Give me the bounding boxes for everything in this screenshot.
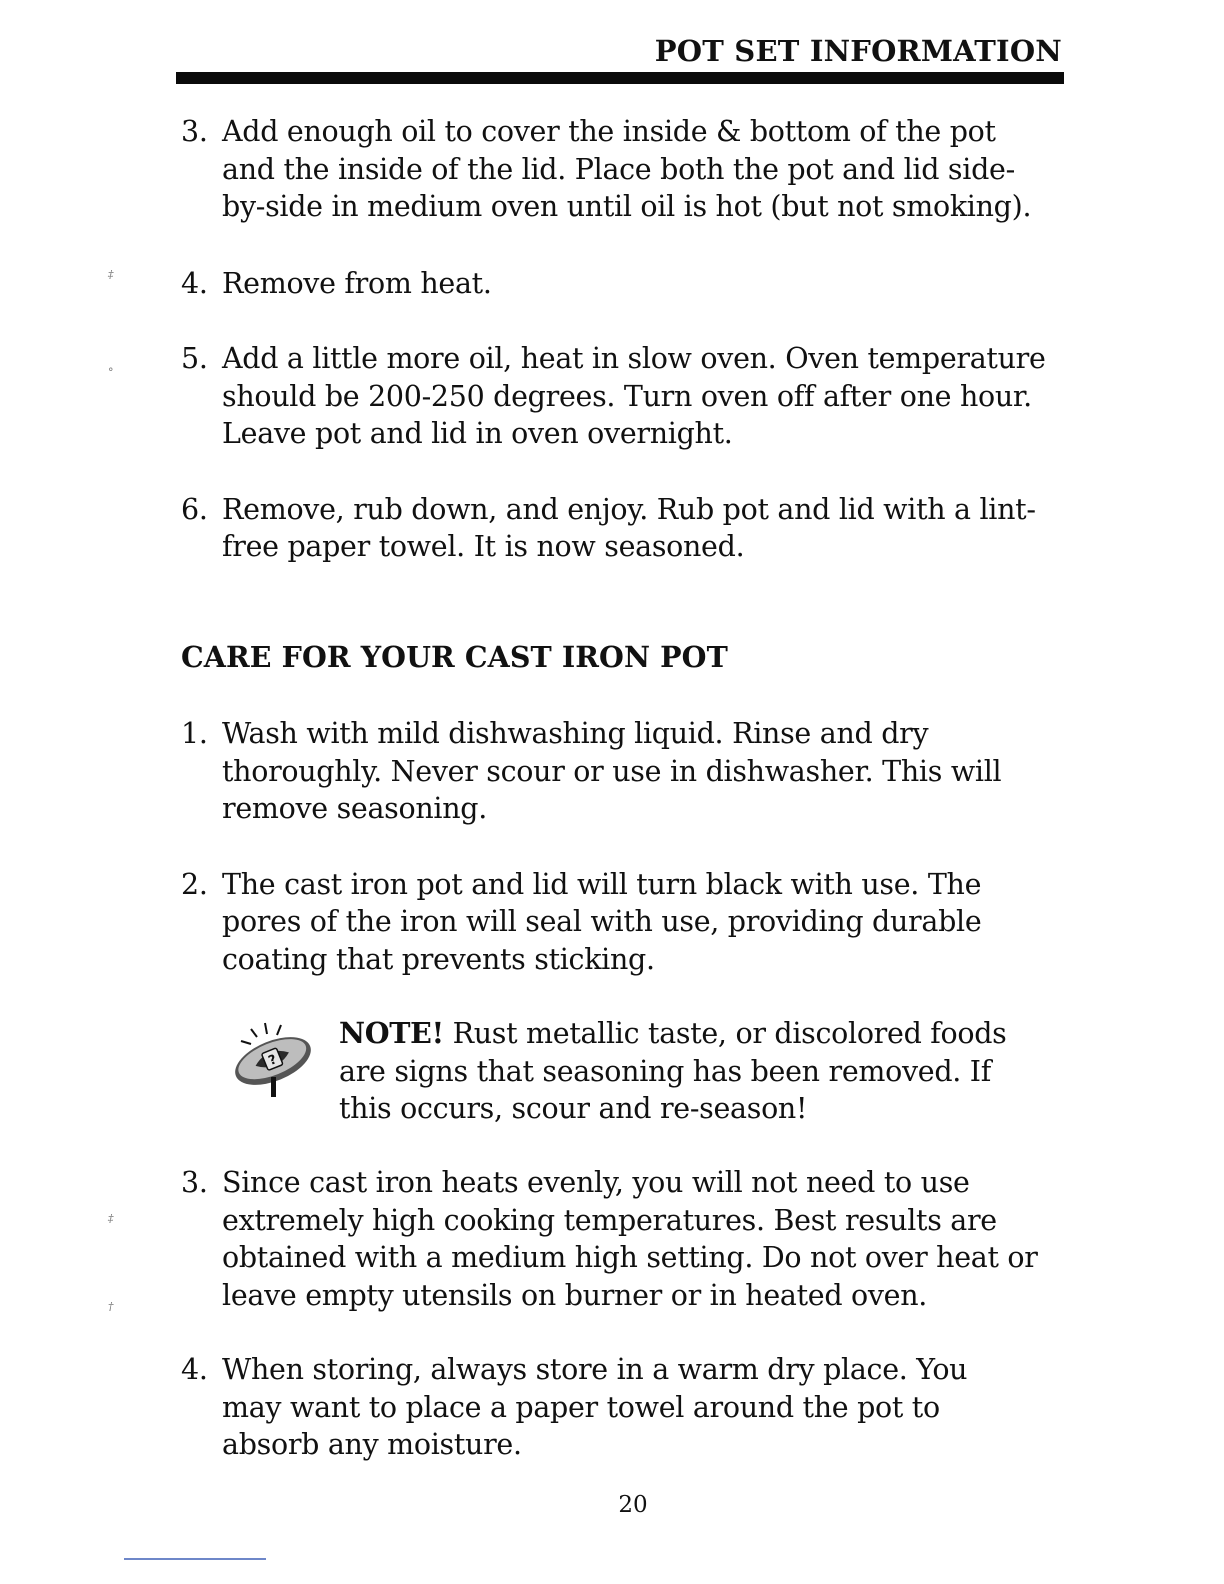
note-text [339, 1015, 1049, 1128]
note-label: NOTE! [339, 1016, 444, 1050]
list-item [181, 265, 1061, 303]
page-number: 20 [618, 1492, 648, 1518]
care-section-heading: CARE FOR YOUR CAST IRON POT [181, 640, 728, 674]
item-number: 3. [181, 115, 208, 148]
scan-mark: ° [108, 366, 114, 379]
page-header-title: POT SET INFORMATION [654, 34, 1062, 68]
list-item [181, 113, 1061, 226]
item-text: Add enough oil to cover the inside & bottom of the pot and the inside of the lid. Place both the pot and lid side-by-side in medium oven until oil is hot (but not smoking). [222, 115, 1032, 223]
seasoning-steps-list [181, 113, 1061, 566]
list-item [181, 1351, 1061, 1464]
list-item [181, 340, 1061, 453]
item-number: 5. [181, 342, 208, 375]
item-number: 3. [181, 1166, 208, 1199]
item-number: 2. [181, 867, 208, 901]
list-item [181, 866, 1061, 979]
care-list-bottom [181, 1164, 1061, 1464]
item-text: The cast iron pot and lid will turn black with use. The pores of the iron will seal with use, providing durable coating that prevents sticking. [222, 867, 982, 976]
item-text: Wash with mild dishwashing liquid. Rinse and dry thoroughly. Never scour or use in dishwasher. This will remove seasoning. [222, 717, 1002, 825]
note-body: Rust metallic taste, or discolored foods are signs that seasoning has been removed. If this occurs, scour and re-season! [339, 1017, 1007, 1125]
item-text: When storing, always store in a warm dry place. You may want to place a paper towel around the pot to absorb any moisture. [222, 1353, 968, 1461]
item-text: Add a little more oil, heat in slow oven. Oven temperature should be 200-250 degrees. Turn oven off after one hour. Leave pot and lid in oven overnight. [222, 342, 1046, 450]
list-item [181, 491, 1061, 566]
item-text: Remove from heat. [222, 266, 492, 300]
item-number: 6. [181, 492, 208, 526]
scan-mark: ‡ [108, 268, 114, 281]
scan-edge-line [124, 1558, 266, 1560]
note-sign-icon [227, 1019, 319, 1099]
item-text: Since cast iron heats evenly, you will not need to use extremely high cooking temperatures. Best results are obtained with a medium high setting. Do not over heat or leave empty utensils on burner or in heated oven. [222, 1166, 1038, 1312]
scan-mark: ‡ [108, 1212, 114, 1225]
care-list-top [181, 715, 1061, 978]
item-number: 4. [181, 1353, 208, 1386]
svg-text:?: ? [266, 1052, 280, 1069]
item-text: Remove, rub down, and enjoy. Rub pot and lid with a lint-free paper towel. It is now seasoned. [222, 492, 1036, 563]
list-item [181, 1164, 1061, 1314]
item-number: 1. [181, 717, 208, 750]
list-item [181, 715, 1061, 828]
scan-mark: † [108, 1300, 114, 1313]
header-rule [176, 72, 1064, 84]
item-number: 4. [181, 266, 208, 300]
